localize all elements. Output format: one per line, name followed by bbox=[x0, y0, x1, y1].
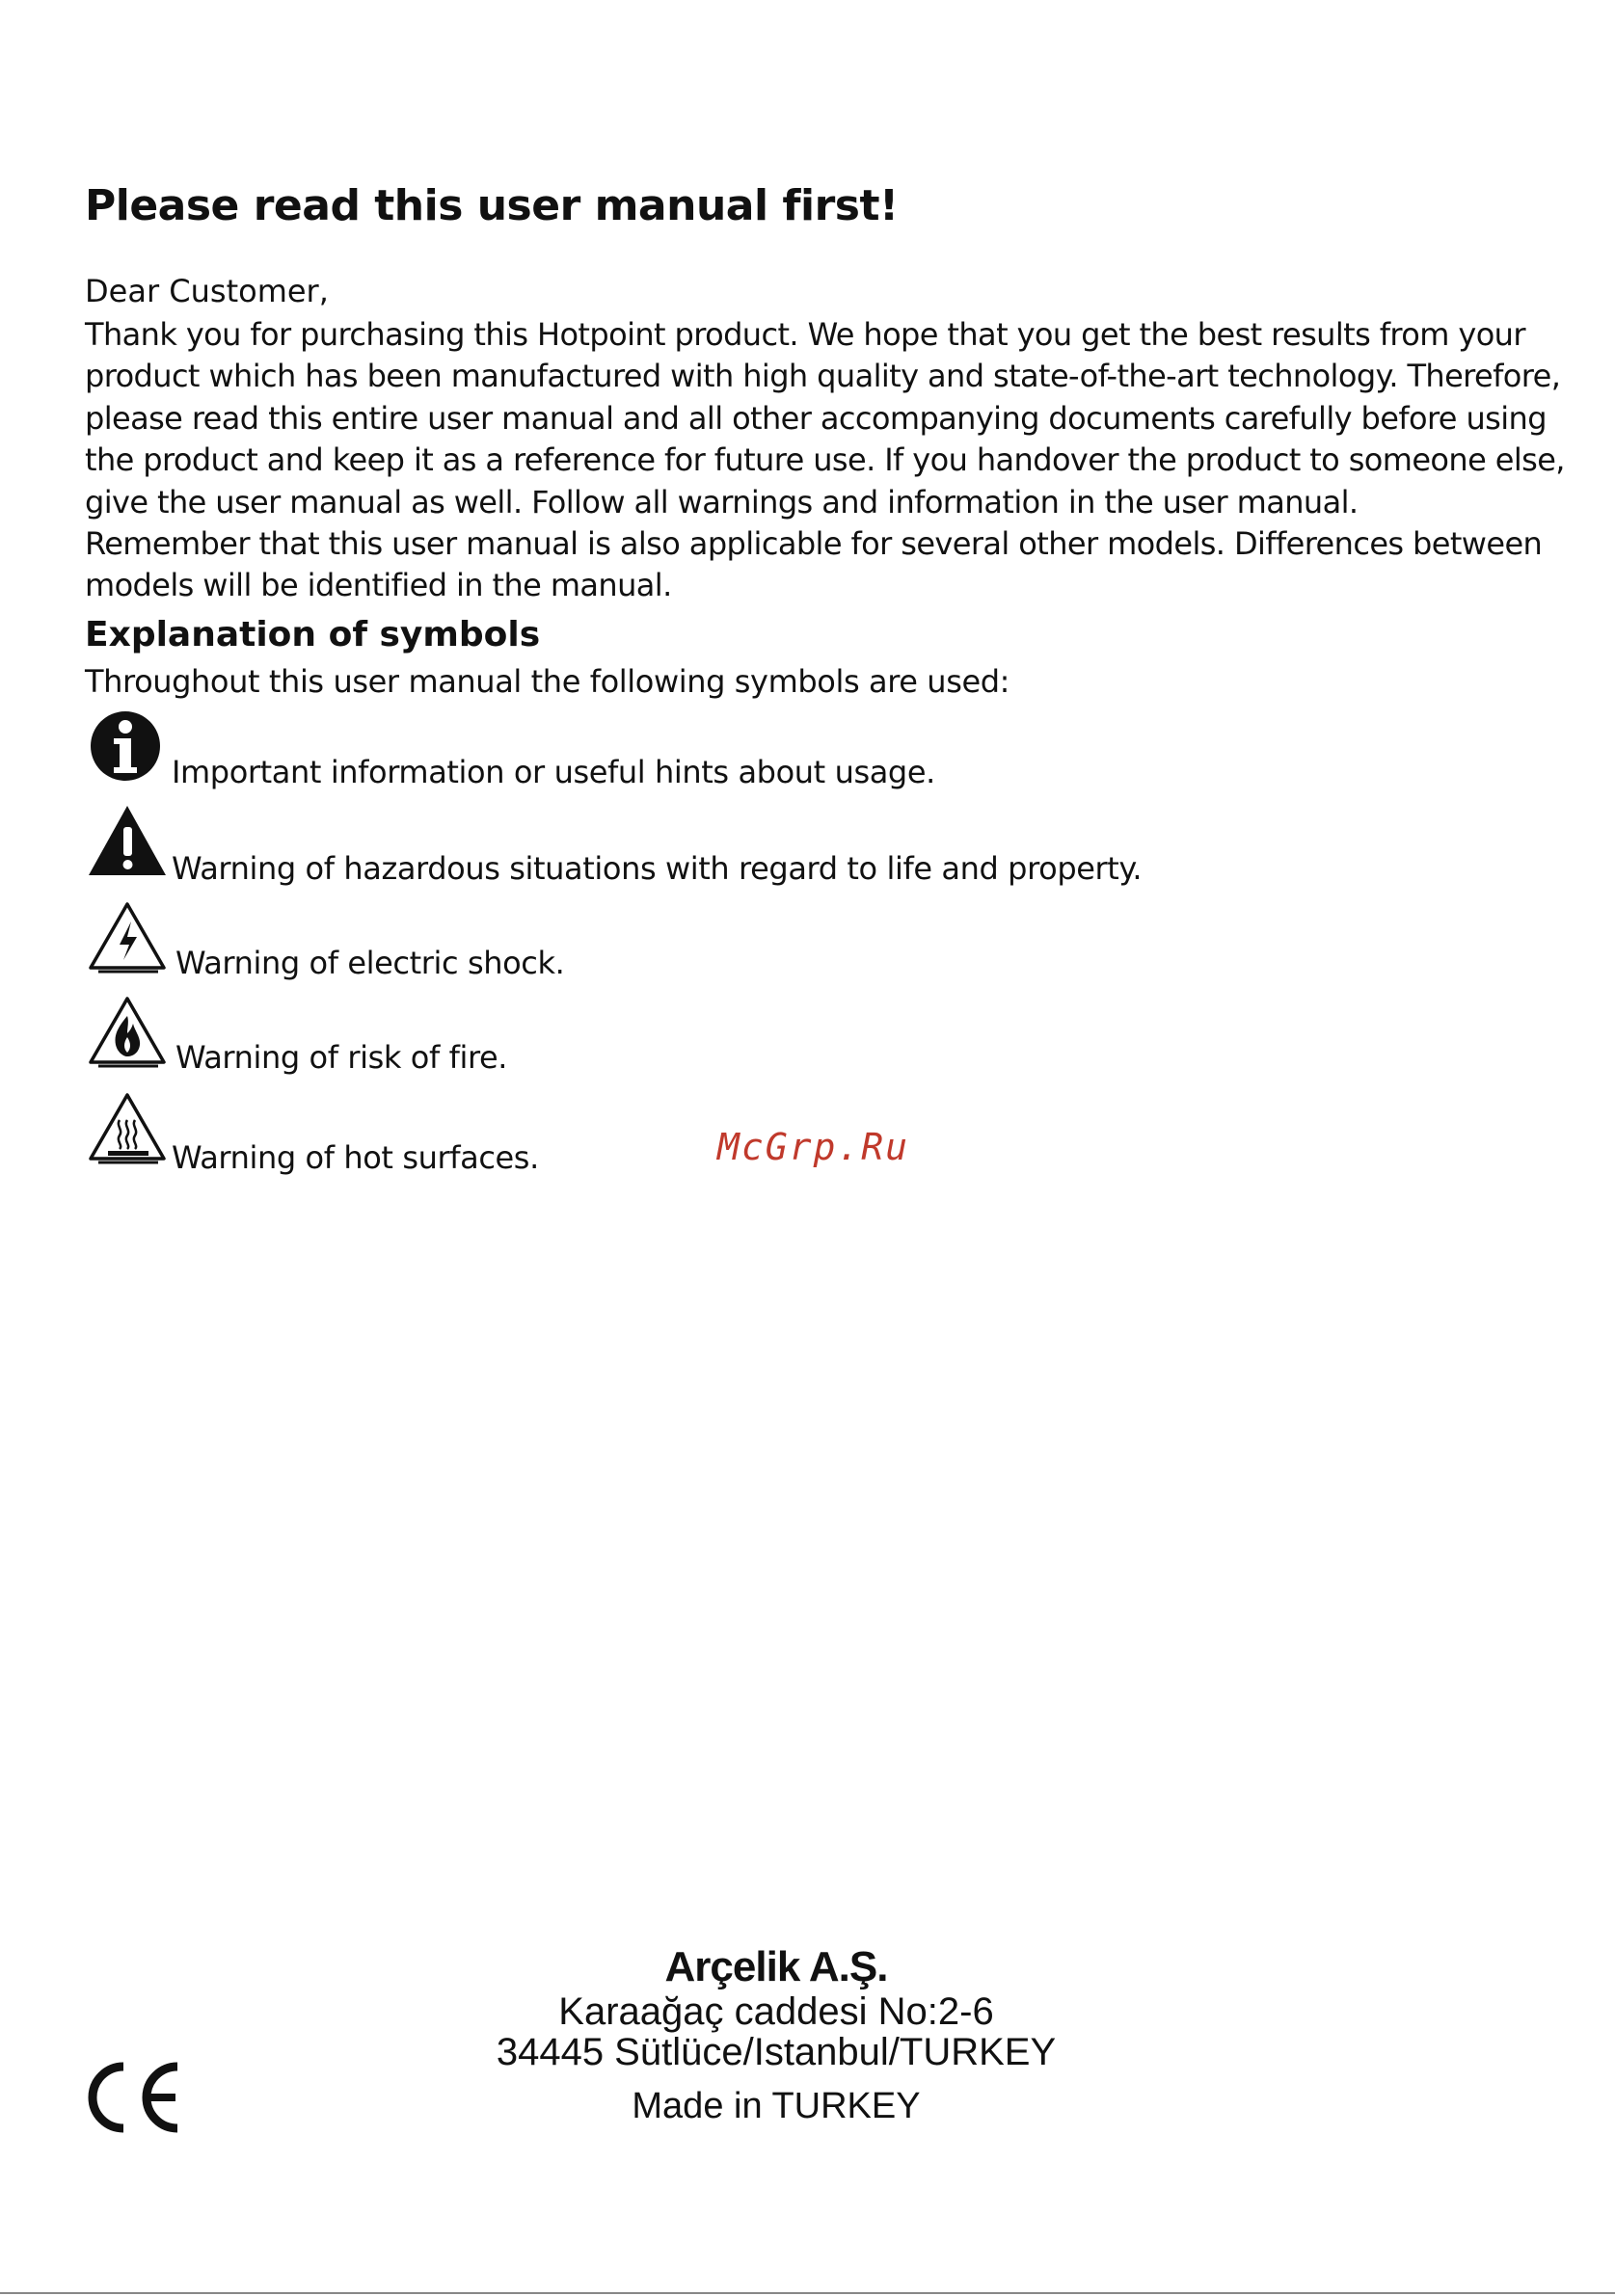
symbol-text: Important information or useful hints about usage. bbox=[172, 754, 935, 790]
symbol-text: Warning of hazardous situations with regard to life and property. bbox=[172, 850, 1143, 887]
intro-line: Remember that this user manual is also applicable for several other models. Differences between bbox=[85, 525, 1543, 563]
symbol-text: Warning of risk of fire. bbox=[175, 1039, 508, 1076]
symbol-item-electric-shock bbox=[85, 900, 1338, 987]
info-icon bbox=[89, 709, 168, 788]
symbol-item-warning bbox=[85, 804, 1338, 891]
intro-line: product which has been manufactured with high quality and state-of-the-art technology. Therefore, bbox=[85, 358, 1561, 395]
intro-paragraph bbox=[85, 314, 1565, 607]
country-of-origin: Made in TURKEY bbox=[632, 2086, 921, 2126]
street-address: Karaağaç caddesi No:2-6 bbox=[558, 1990, 994, 2033]
city-address: 34445 Sütlüce/Istanbul/TURKEY bbox=[496, 2031, 1057, 2073]
intro-line: the product and keep it as a reference for future use. If you handover the product to someone else, bbox=[85, 441, 1565, 479]
intro-line: please read this entire user manual and all other accompanying documents carefully before using bbox=[85, 399, 1547, 437]
manufacturer-address bbox=[424, 1943, 1128, 2126]
company-name: Arçelik A.Ş. bbox=[664, 1943, 888, 1990]
symbol-item-fire-risk bbox=[85, 995, 1338, 1081]
symbol-text: Warning of electric shock. bbox=[175, 945, 565, 981]
symbols-intro: Throughout this user manual the following symbols are used: bbox=[85, 663, 1010, 700]
symbol-item-hot-surface bbox=[85, 1091, 1338, 1178]
symbols-heading: Explanation of symbols bbox=[85, 615, 541, 654]
symbol-item-info bbox=[85, 709, 1338, 796]
greeting: Dear Customer, bbox=[85, 273, 329, 309]
intro-line: models will be identified in the manual. bbox=[85, 567, 672, 604]
fire-risk-icon bbox=[89, 995, 168, 1074]
page-title: Please read this user manual first! bbox=[85, 181, 899, 230]
intro-line: Thank you for purchasing this Hotpoint product. We hope that you get the best results from your bbox=[85, 316, 1525, 353]
warning-icon bbox=[89, 804, 168, 883]
intro-line: give the user manual as well. Follow all warnings and information in the user manual. bbox=[85, 483, 1359, 521]
bottom-divider bbox=[0, 2292, 1615, 2294]
electric-shock-icon bbox=[89, 900, 168, 979]
hot-surface-icon bbox=[89, 1091, 168, 1170]
ce-mark-icon bbox=[81, 2059, 185, 2136]
watermark: McGrp.Ru bbox=[717, 1126, 910, 1168]
symbol-text: Warning of hot surfaces. bbox=[172, 1139, 539, 1176]
